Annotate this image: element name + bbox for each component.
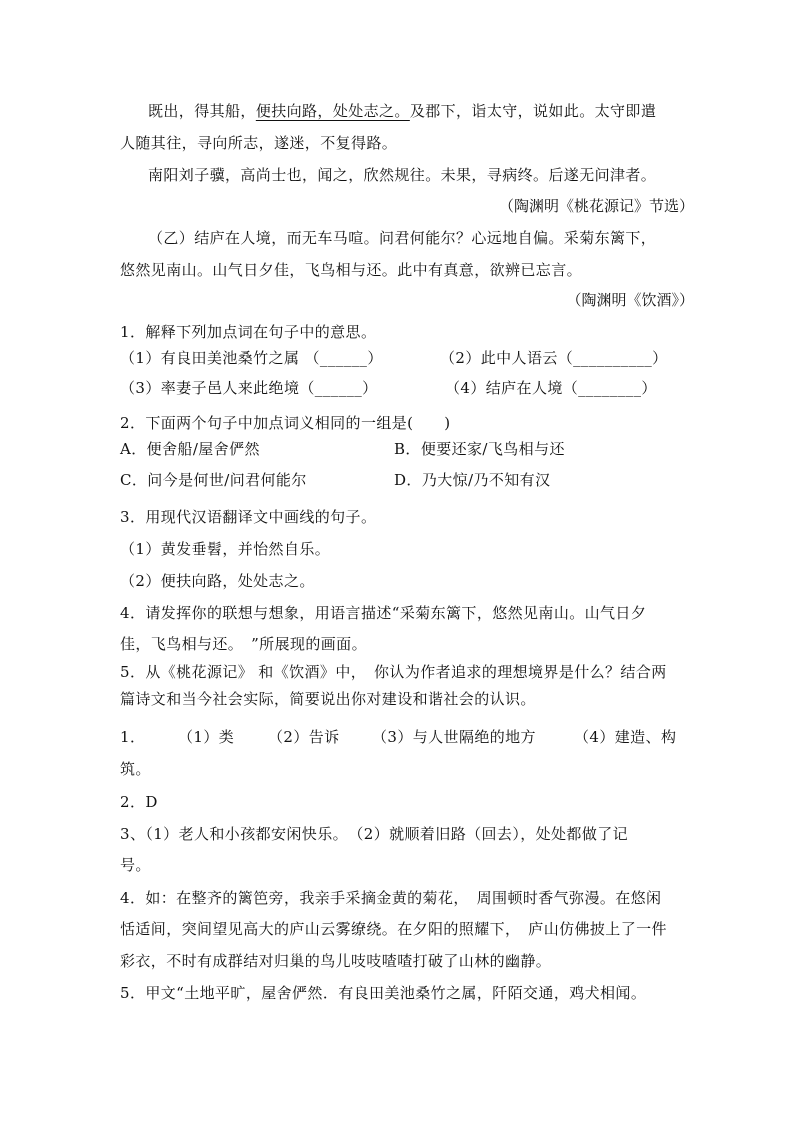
answer-3-line-2: 号。 bbox=[120, 856, 151, 874]
question-5-line-2: 篇诗文和当今社会实际，简要说出你对建设和谐社会的认识。 bbox=[120, 690, 536, 708]
passage-b-line-1: （乙）结庐在人境，而无车马喧。问君何能尔？心远地自偏。采菊东篱下， bbox=[148, 229, 657, 247]
passage-a-line-1 bbox=[148, 101, 656, 121]
answer-4-line-2: 恬适间，突间望见高大的庐山云雾缭绕。在夕阳的照耀下， 庐山仿佛披上了一件 bbox=[120, 920, 667, 938]
answer-1-item-3: （3）与人世隔绝的地方 bbox=[372, 728, 536, 746]
answer-1-number: 1． bbox=[120, 728, 146, 746]
question-3-title: 3．用现代汉语翻译文中画线的句子。 bbox=[120, 508, 377, 526]
question-1-item-1: （1）有良田美池桑竹之属 （______） bbox=[120, 349, 383, 367]
answer-2: 2．D bbox=[120, 793, 158, 811]
question-2-option-d: D．乃大惊/乃不知有汉 bbox=[394, 471, 551, 489]
question-2-option-b: B．便要还家/飞鸟相与还 bbox=[394, 440, 565, 458]
answer-1-line-2: 筑。 bbox=[120, 760, 151, 778]
passage-a-line-1-pre: 既出，得其船， bbox=[148, 102, 256, 120]
answer-4-line-1: 4．如：在整齐的篱笆旁，我亲手采摘金黄的菊花， 周围顿时香气弥漫。在悠闲 bbox=[120, 889, 662, 907]
question-4-line-2: 佳，飞鸟相与还。 ”所展现的画面。 bbox=[120, 635, 367, 653]
underlined-sentence: 便扶向路，处处志之。 bbox=[255, 102, 410, 120]
passage-a-line-2: 人随其往，寻向所志，遂迷，不复得路。 bbox=[120, 134, 398, 152]
question-3-item-2: （2）便扶向路，处处志之。 bbox=[120, 572, 315, 590]
question-2-title: 2．下面两个句子中加点词义相同的一组是( ) bbox=[120, 414, 451, 432]
answer-5-line-1: 5．甲文“土地平旷，屋舍俨然．有良田美池桑竹之属，阡陌交通，鸡犬相闻。 bbox=[120, 984, 647, 1002]
answer-1-item-1: （1）类 bbox=[178, 728, 235, 746]
passage-a-line-1-post: 及郡下，诣太守，说如此。太守即遣 bbox=[409, 102, 657, 120]
passage-a-source: （陶渊明《桃花源记》节选） bbox=[498, 197, 694, 215]
passage-b-line-2: 悠然见南山。山气日夕佳，飞鸟相与还。此中有真意，欲辨已忘言。 bbox=[120, 261, 583, 279]
question-2-option-a: A．便舍船/屋舍俨然 bbox=[120, 440, 260, 458]
answer-1-item-4: （4）建造、构 bbox=[574, 728, 677, 746]
question-1-title: 1．解释下列加点词在句子中的意思。 bbox=[120, 323, 377, 341]
question-5-line-1: 5．从《桃花源记》 和《饮酒》中， 你认为作者追求的理想境界是什么？结合两 bbox=[120, 663, 667, 681]
question-2-option-c: C．问今是何世/问君何能尔 bbox=[120, 471, 307, 489]
question-1-item-2: （2）此中人语云（__________） bbox=[440, 349, 668, 367]
question-1-item-4: （4）结庐在人境（________） bbox=[445, 379, 657, 397]
passage-b-source: （陶渊明《饮酒》） bbox=[566, 291, 694, 309]
question-1-item-3: （3）率妻子邑人来此绝境（______） bbox=[120, 379, 378, 397]
answer-4-line-3: 彩衣，不时有成群结对归巢的鸟儿吱吱喳喳打破了山林的幽静。 bbox=[120, 952, 552, 970]
question-4-line-1: 4．请发挥你的联想与想象，用语言描述“采菊东篱下，悠然见南山。山气日夕 bbox=[120, 604, 647, 622]
answer-3-line-1: 3、（1）老人和小孩都安闲快乐。 （2）就顺着旧路（回去），处处都做了记 bbox=[120, 825, 629, 843]
passage-a-line-3: 南阳刘子骥，高尚士也，闻之，欣然规往。未果，寻病终。后遂无问津者。 bbox=[148, 166, 657, 184]
answer-1-item-2: （2）告诉 bbox=[268, 728, 340, 746]
question-3-item-1: （1）黄发垂髫，并怡然自乐。 bbox=[120, 540, 331, 558]
